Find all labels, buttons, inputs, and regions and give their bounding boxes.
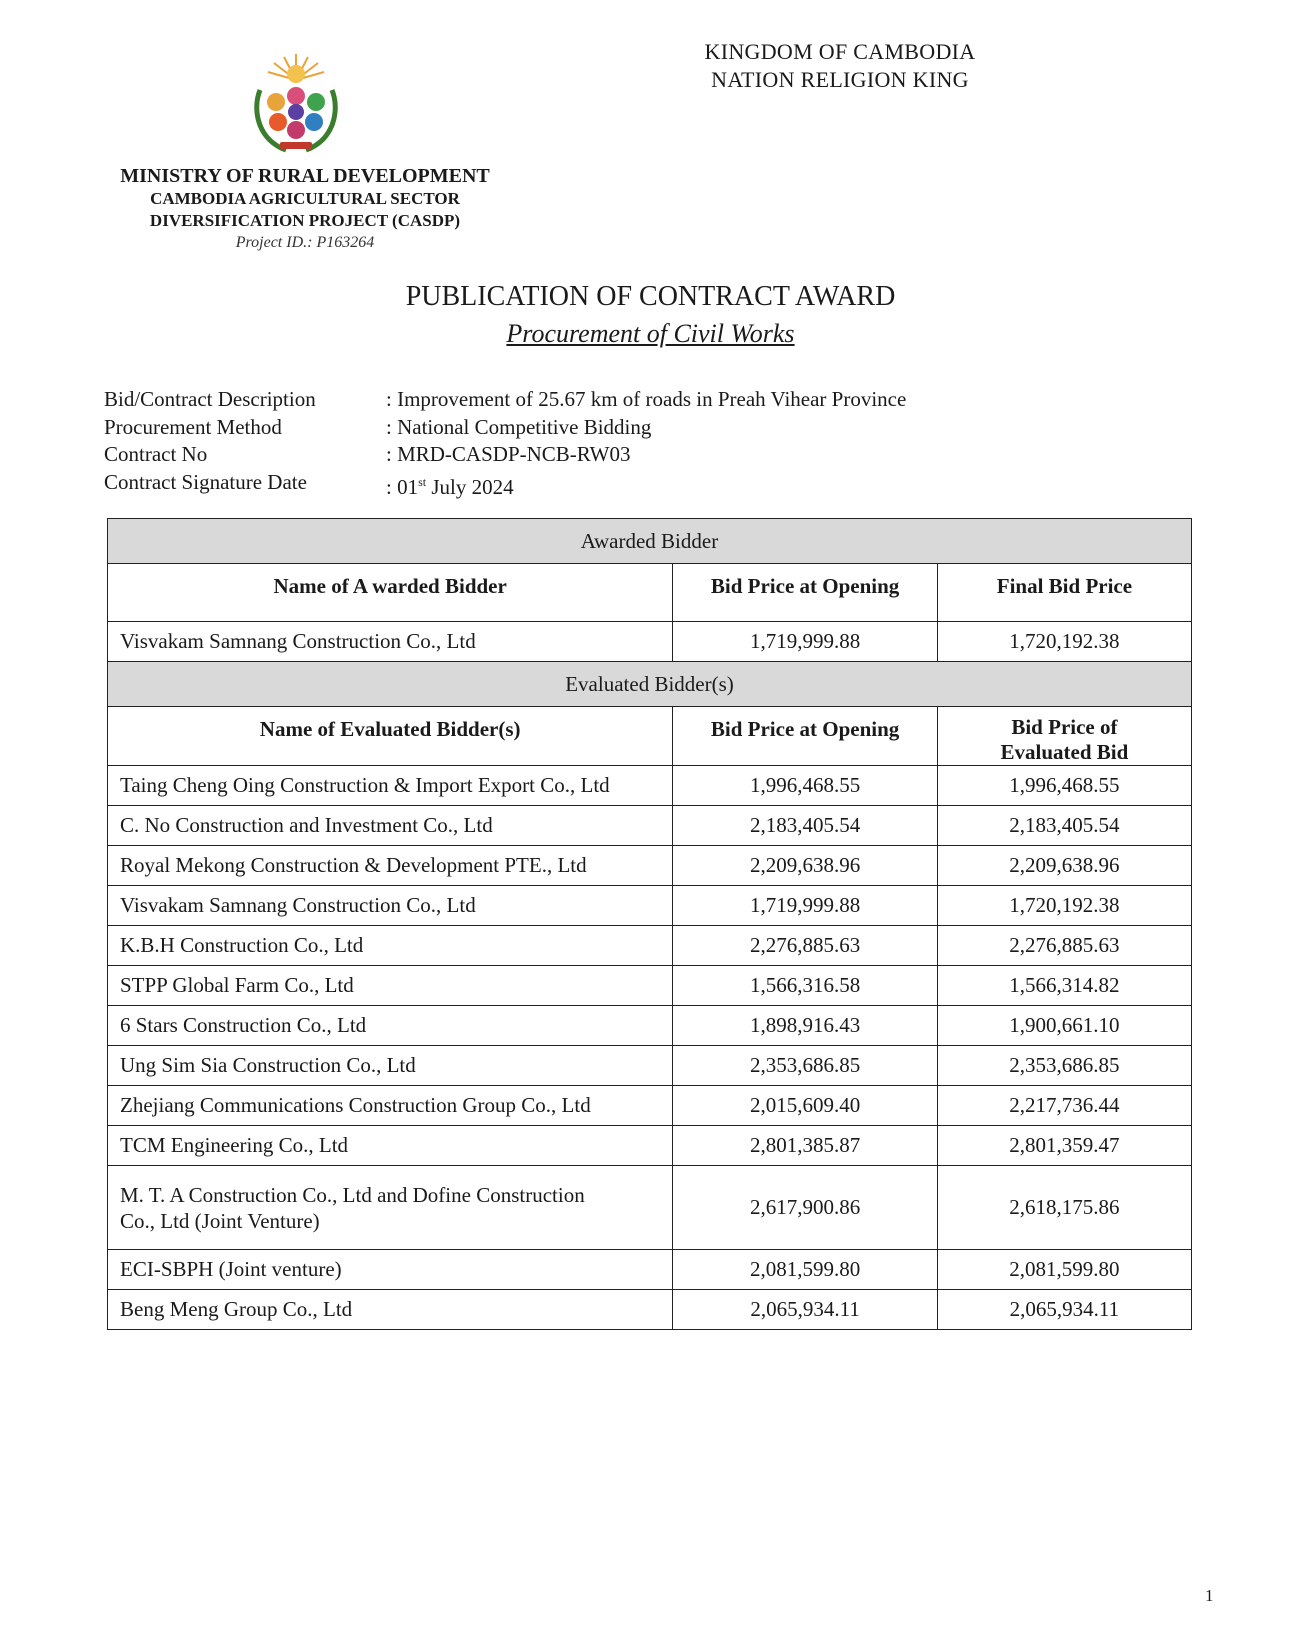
project-name-line-1: CAMBODIA AGRICULTURAL SECTOR	[150, 189, 460, 208]
page-number: 1	[1205, 1586, 1214, 1605]
bid-price-opening: 2,617,900.86	[673, 1166, 938, 1250]
table-row	[108, 926, 1192, 966]
info-label: Bid/Contract Description	[104, 387, 316, 411]
info-row	[104, 386, 906, 414]
bid-price-opening: 2,801,385.87	[673, 1126, 938, 1166]
page-subtitle: Procurement of Civil Works	[506, 319, 795, 348]
bidder-name	[108, 1166, 673, 1250]
bidder-name: TCM Engineering Co., Ltd	[108, 1126, 673, 1166]
evaluated-bid-price: 1,900,661.10	[937, 1006, 1191, 1046]
table-row	[108, 622, 1192, 662]
kingdom-header	[660, 38, 1020, 94]
bid-price-opening: 1,996,468.55	[673, 766, 938, 806]
bidder-name: 6 Stars Construction Co., Ltd	[108, 1006, 673, 1046]
ministry-logo-icon	[246, 50, 346, 162]
column-header-line: Bid Price of	[1011, 715, 1118, 739]
column-header: Name of Evaluated Bidder(s)	[108, 707, 673, 766]
evaluated-bid-price: 2,276,885.63	[937, 926, 1191, 966]
info-row	[104, 469, 906, 502]
kingdom-line-1: KINGDOM OF CAMBODIA	[704, 39, 976, 64]
column-header: Name of A warded Bidder	[108, 564, 673, 622]
table-row	[108, 766, 1192, 806]
evaluated-bid-price: 2,081,599.80	[937, 1250, 1191, 1290]
evaluated-bid-price: 2,183,405.54	[937, 806, 1191, 846]
evaluated-bid-price: 2,217,736.44	[937, 1086, 1191, 1126]
column-header-line: Evaluated Bid	[1000, 740, 1129, 764]
bidder-name-line: M. T. A Construction Co., Ltd and Dofine Construction	[120, 1182, 585, 1207]
bidder-name: Visvakam Samnang Construction Co., Ltd	[108, 886, 673, 926]
bid-price-opening: 2,353,686.85	[673, 1046, 938, 1086]
table-row	[108, 1086, 1192, 1126]
evaluated-bid-price: 2,618,175.86	[937, 1166, 1191, 1250]
bidder-name: Beng Meng Group Co., Ltd	[108, 1290, 673, 1330]
bid-price-opening: 2,065,934.11	[673, 1290, 938, 1330]
table-row	[108, 1006, 1192, 1046]
bidder-name: STPP Global Farm Co., Ltd	[108, 966, 673, 1006]
evaluated-header-row	[108, 707, 1192, 766]
column-header	[937, 707, 1191, 766]
evaluated-bid-price: 2,065,934.11	[937, 1290, 1191, 1330]
bid-price-opening: 2,276,885.63	[673, 926, 938, 966]
column-header: Final Bid Price	[937, 564, 1191, 622]
evaluated-bid-price: 1,996,468.55	[937, 766, 1191, 806]
table-row	[108, 1250, 1192, 1290]
info-label: Procurement Method	[104, 414, 282, 439]
evaluated-section-row	[108, 662, 1192, 707]
bidder-name: Visvakam Samnang Construction Co., Ltd	[108, 622, 673, 662]
evaluated-section-title: Evaluated Bidder(s)	[108, 662, 1192, 707]
info-value: : National Competitive Bidding	[386, 414, 652, 439]
evaluated-bid-price: 1,720,192.38	[937, 886, 1191, 926]
page-title: PUBLICATION OF CONTRACT AWARD	[405, 281, 896, 312]
info-label: Contract No	[104, 442, 208, 466]
info-row	[104, 414, 906, 442]
evaluated-bid-price: 2,353,686.85	[937, 1046, 1191, 1086]
bidder-name: Royal Mekong Construction & Development PTE., Ltd	[108, 846, 673, 886]
bid-price-opening: 1,719,999.88	[673, 622, 938, 662]
evaluated-bid-price: 2,801,359.47	[937, 1126, 1191, 1166]
bidder-name: Zhejiang Communications Construction Group Co., Ltd	[108, 1086, 673, 1126]
project-id: Project ID.: P163264	[235, 234, 375, 251]
awarded-section-row	[108, 519, 1192, 564]
bid-price-opening: 2,015,609.40	[673, 1086, 938, 1126]
date-prefix: : 01	[386, 474, 419, 499]
evaluated-bid-price: 2,209,638.96	[937, 846, 1191, 886]
bid-price-opening: 2,209,638.96	[673, 846, 938, 886]
bid-price-opening: 1,566,316.58	[673, 966, 938, 1006]
table-row	[108, 1126, 1192, 1166]
bidder-name: Ung Sim Sia Construction Co., Ltd	[108, 1046, 673, 1086]
ministry-name: MINISTRY OF RURAL DEVELOPMENT	[120, 165, 490, 187]
info-value: : Improvement of 25.67 km of roads in Preah Vihear Province	[386, 387, 907, 411]
bidder-name-line: Co., Ltd (Joint Venture)	[120, 1208, 320, 1233]
table-row	[108, 1166, 1192, 1250]
kingdom-line-2: NATION RELIGION KING	[711, 67, 969, 92]
info-value	[386, 469, 514, 502]
bidder-name: ECI-SBPH (Joint venture)	[108, 1250, 673, 1290]
date-suffix-sup: st	[418, 474, 427, 489]
bid-price-opening: 1,719,999.88	[673, 886, 938, 926]
contract-info	[104, 386, 906, 501]
project-name-line-2: DIVERSIFICATION PROJECT (CASDP)	[149, 211, 461, 230]
bid-price-opening: 2,081,599.80	[673, 1250, 938, 1290]
info-label: Contract Signature Date	[104, 469, 307, 494]
final-bid-price: 1,720,192.38	[937, 622, 1191, 662]
bid-price-opening: 1,898,916.43	[673, 1006, 938, 1046]
table-row	[108, 966, 1192, 1006]
table-row	[108, 1290, 1192, 1330]
table-row	[108, 846, 1192, 886]
column-header: Bid Price at Opening	[673, 707, 938, 766]
table-row	[108, 806, 1192, 846]
table-row	[108, 886, 1192, 926]
info-row	[104, 441, 906, 469]
awarded-header-row	[108, 564, 1192, 622]
info-value: : MRD-CASDP-NCB-RW03	[386, 442, 631, 466]
date-month-year: July 2024	[426, 474, 514, 499]
bidder-name: C. No Construction and Investment Co., Ltd	[108, 806, 673, 846]
ministry-block	[100, 164, 510, 254]
bidder-name: Taing Cheng Oing Construction & Import Export Co., Ltd	[108, 766, 673, 806]
bidder-name: K.B.H Construction Co., Ltd	[108, 926, 673, 966]
awarded-section-title: Awarded Bidder	[108, 519, 1192, 564]
column-header: Bid Price at Opening	[673, 564, 938, 622]
bids-table	[107, 518, 1192, 1330]
table-row	[108, 1046, 1192, 1086]
evaluated-bid-price: 1,566,314.82	[937, 966, 1191, 1006]
bid-price-opening: 2,183,405.54	[673, 806, 938, 846]
